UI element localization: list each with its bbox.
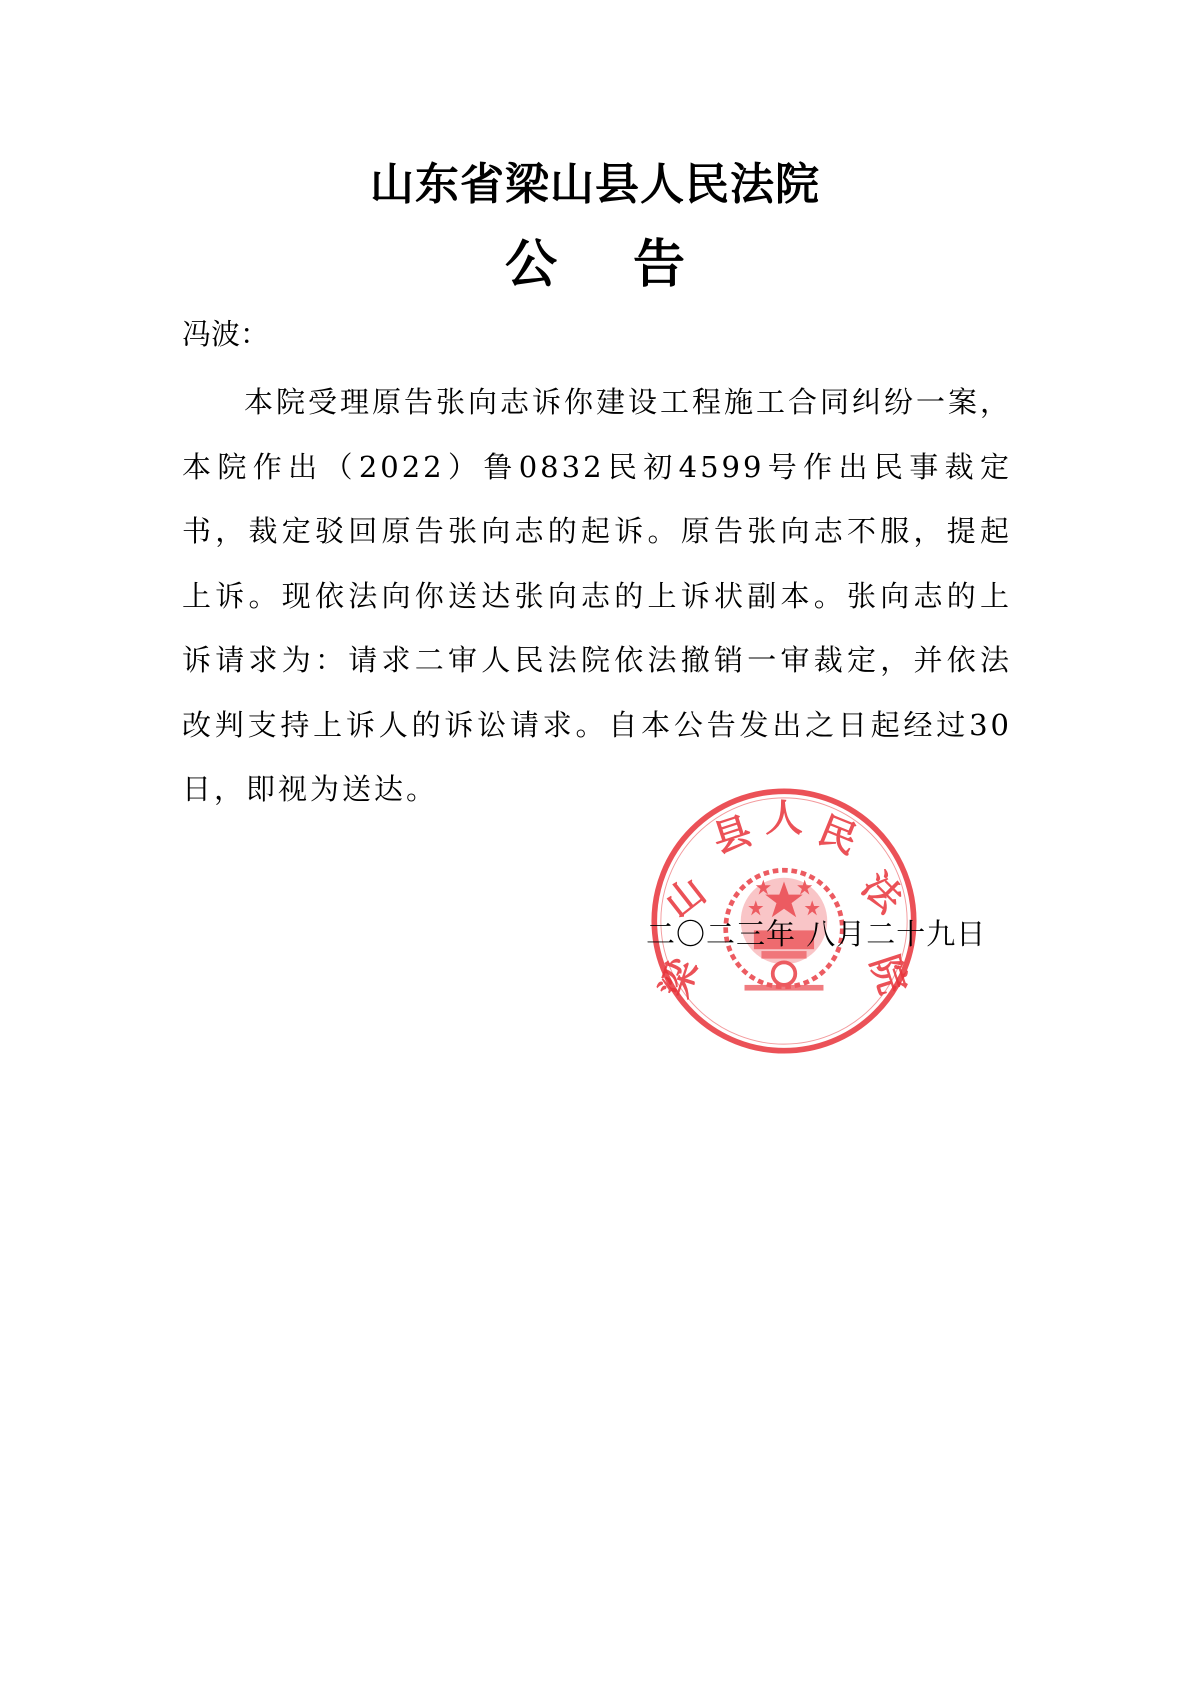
notice-date: 二〇二三年 八月二十九日 <box>646 917 987 951</box>
seal-char: 人 <box>765 795 803 840</box>
court-name-heading: 山东省梁山县人民法院 <box>370 159 820 210</box>
notice-title <box>0 222 1190 297</box>
notice-title-char-1: 公 <box>504 235 557 295</box>
notice-body-paragraph: 本院受理原告张向志诉你建设工程施工合同纠纷一案，本院作出（2022）鲁0832民初4599号作出民事裁定书，裁定驳回原告张向志的起诉。原告张向志不服，提起上诉。现依法向你送达张向志的上诉状副本。张向志的上诉请求为：请求二审人民法院依法撤销一审裁定，并依法改判支持上诉人的诉讼请求。自本公告发出之日起经过30日，即视为送达。 <box>182 385 1013 806</box>
seal-char: 梁 <box>652 953 706 1003</box>
notice-title-char-2: 告 <box>633 235 686 295</box>
seal-char: 山 <box>656 868 714 927</box>
seal-char: 县 <box>707 808 757 862</box>
seal-char: 法 <box>853 863 912 922</box>
seal-char: 民 <box>812 807 864 863</box>
addressee-line: 冯波： <box>182 317 270 351</box>
seal-char: 院 <box>862 949 916 1000</box>
